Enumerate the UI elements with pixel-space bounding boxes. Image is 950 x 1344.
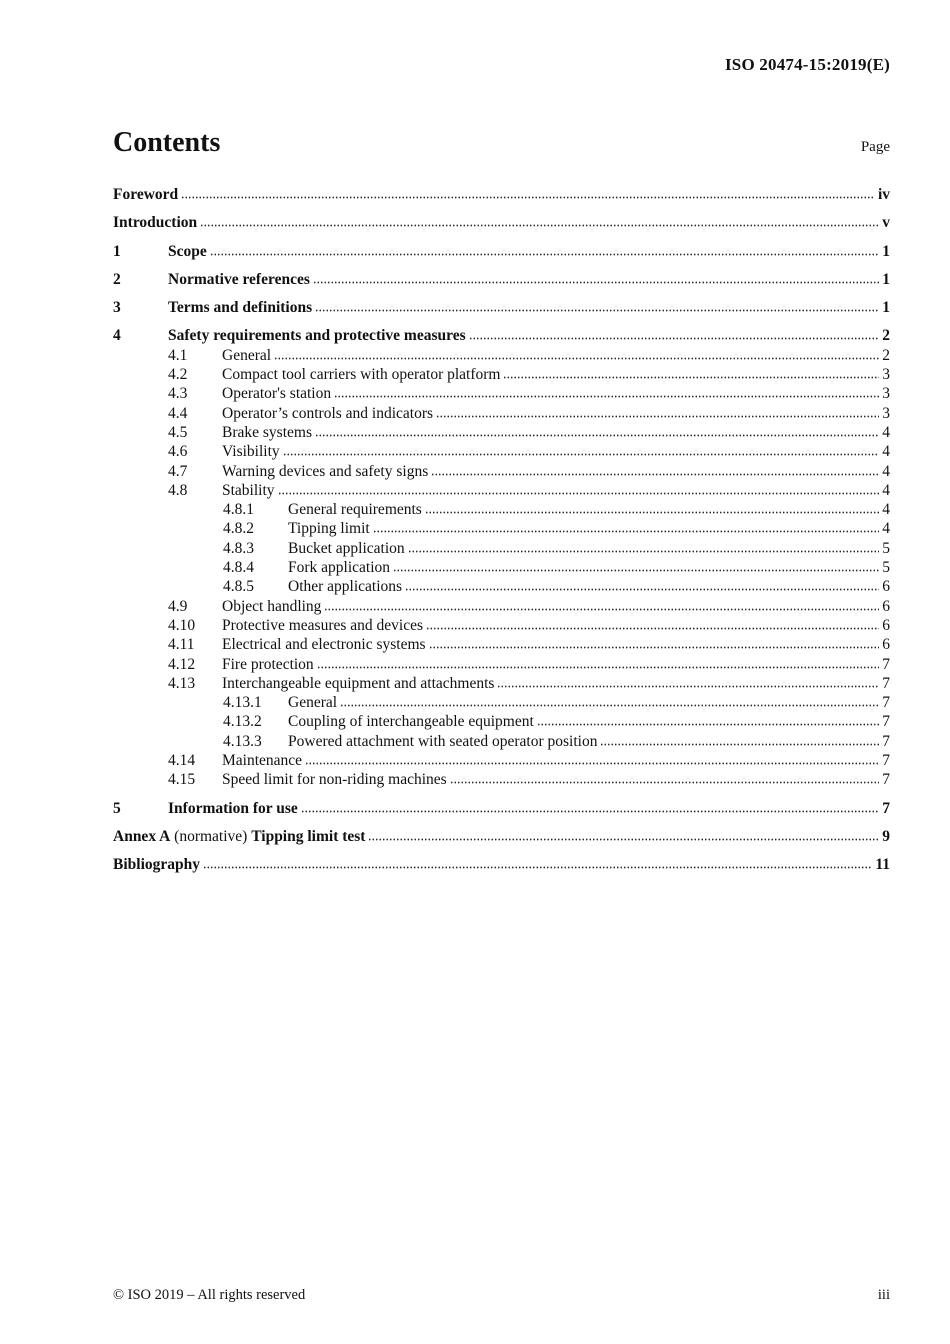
document-reference: ISO 20474-15:2019(E) xyxy=(724,55,890,74)
toc-entry xyxy=(113,500,890,519)
toc-entry-page: 5 xyxy=(882,559,890,577)
toc-entry-page: 1 xyxy=(882,242,890,260)
toc-entry-page: 2 xyxy=(882,327,890,345)
toc-entry-number: 4.12 xyxy=(168,655,196,673)
toc-entry-title: Information for use xyxy=(168,799,298,817)
toc-entry-number: 4.3 xyxy=(168,385,188,403)
toc-entry-title: Other applications xyxy=(288,578,403,596)
dot-leader xyxy=(429,645,880,649)
toc-entry xyxy=(113,462,890,481)
toc-entry-title xyxy=(113,827,365,846)
toc-entry-page: 3 xyxy=(882,366,890,384)
toc-entry-page: 6 xyxy=(882,616,890,634)
toc-entry-title: Operator’s controls and indicators xyxy=(222,404,434,422)
toc-entry-title-part: Annex A xyxy=(113,827,171,845)
toc-entry-title: Powered attachment with seated operator position xyxy=(288,732,598,750)
toc-list xyxy=(113,185,890,875)
toc-entry-number: 4.6 xyxy=(168,443,188,461)
toc-entry-page: 7 xyxy=(882,799,890,817)
dot-leader xyxy=(315,433,879,437)
dot-leader xyxy=(181,195,875,199)
dot-leader xyxy=(305,761,879,765)
toc-entry-page: 6 xyxy=(882,636,890,654)
toc-entry-title: Electrical and electronic systems xyxy=(222,636,426,654)
toc-entry xyxy=(113,519,890,538)
toc-entry-number: 4.8.3 xyxy=(223,539,254,557)
toc-entry xyxy=(113,423,890,442)
toc-entry xyxy=(113,481,890,500)
dot-leader xyxy=(426,626,879,630)
toc-entry-title: General xyxy=(288,694,338,712)
toc-entry xyxy=(113,616,890,635)
toc-entry-number: 4 xyxy=(113,327,121,345)
toc-entry-title: Introduction xyxy=(113,214,198,232)
toc-entry-number: 4.13.1 xyxy=(223,694,262,712)
toc-entry-number: 4.1 xyxy=(168,346,188,364)
dot-leader xyxy=(301,809,880,813)
toc-entry-title: Tipping limit xyxy=(288,520,370,538)
toc-entry-title: Terms and definitions xyxy=(168,299,313,317)
toc-entry-page: 7 xyxy=(882,732,890,750)
toc-entry-number: 4.7 xyxy=(168,462,188,480)
toc-entry-title: Interchangeable equipment and attachments xyxy=(222,674,495,692)
toc-entry-title: Safety requirements and protective measures xyxy=(168,327,466,345)
dot-leader xyxy=(283,452,880,456)
dot-leader xyxy=(340,703,879,707)
toc-entry xyxy=(113,655,890,674)
dot-leader xyxy=(408,549,880,553)
toc-entry xyxy=(113,404,890,423)
toc-entry-number: 4.2 xyxy=(168,366,188,384)
toc-entry-page: 3 xyxy=(882,404,890,422)
dot-leader xyxy=(503,375,879,379)
dot-leader xyxy=(317,665,880,669)
toc-entry-page: 7 xyxy=(882,694,890,712)
toc-entry xyxy=(113,539,890,558)
toc-entry xyxy=(113,298,890,317)
toc-entry-number: 4.8.4 xyxy=(223,559,254,577)
toc-entry-title: Coupling of interchangeable equipment xyxy=(288,713,534,731)
dot-leader xyxy=(274,356,879,360)
toc-entry-number: 4.9 xyxy=(168,597,188,615)
dot-leader xyxy=(200,223,879,227)
toc-entry xyxy=(113,751,890,770)
toc-entry-number: 4.15 xyxy=(168,771,196,789)
toc-entry-title: Warning devices and safety signs xyxy=(222,462,429,480)
toc-entry xyxy=(113,855,890,874)
toc-entry-number: 2 xyxy=(113,270,121,288)
toc-entry-page: 4 xyxy=(882,481,890,499)
dot-leader xyxy=(203,865,872,869)
contents-title: Contents xyxy=(113,127,221,158)
toc-entry-title: Object handling xyxy=(222,597,322,615)
dot-leader xyxy=(315,308,879,312)
toc-titlebar xyxy=(113,127,890,159)
toc-entry-title: Fire protection xyxy=(222,655,314,673)
toc-entry-title: Stability xyxy=(222,481,275,499)
document-header xyxy=(113,55,890,75)
toc-entry-page: 7 xyxy=(882,655,890,673)
toc-entry-number: 4.14 xyxy=(168,752,196,770)
toc-entry-title: General xyxy=(222,346,272,364)
toc-entry xyxy=(113,827,890,846)
toc-entry-page: 6 xyxy=(882,578,890,596)
toc-entry-page: v xyxy=(882,214,890,232)
dot-leader xyxy=(425,510,879,514)
toc-entry-title: Fork application xyxy=(288,559,391,577)
dot-leader xyxy=(469,336,880,340)
toc-entry-number: 4.13.3 xyxy=(223,732,262,750)
dot-leader xyxy=(334,394,879,398)
toc-entry xyxy=(113,442,890,461)
toc-entry xyxy=(113,270,890,289)
toc-entry-title: General requirements xyxy=(288,501,422,519)
dot-leader xyxy=(436,414,879,418)
toc-entry-page: 11 xyxy=(875,856,890,874)
toc-entry-page: 6 xyxy=(882,597,890,615)
toc-entry-number: 5 xyxy=(113,799,121,817)
toc-entry xyxy=(113,597,890,616)
toc-entry-page: 7 xyxy=(882,771,890,789)
toc-entry xyxy=(113,770,890,789)
toc-entry-page: 7 xyxy=(882,713,890,731)
toc-entry-number: 1 xyxy=(113,242,121,260)
dot-leader xyxy=(393,568,879,572)
toc-entry xyxy=(113,674,890,693)
toc-entry-page: 4 xyxy=(882,462,890,480)
dot-leader xyxy=(600,742,879,746)
toc-entry xyxy=(113,213,890,232)
toc-entry-title: Visibility xyxy=(222,443,280,461)
dot-leader xyxy=(324,607,879,611)
toc-entry-number: 4.13 xyxy=(168,674,196,692)
toc-entry-page: 4 xyxy=(882,501,890,519)
toc-entry-page: 1 xyxy=(882,270,890,288)
toc-entry xyxy=(113,712,890,731)
toc-entry xyxy=(113,365,890,384)
toc-entry-title: Operator's station xyxy=(222,385,332,403)
toc-entry-title: Brake systems xyxy=(222,423,312,441)
copyright-notice: © ISO 2019 – All rights reserved xyxy=(113,1287,306,1303)
dot-leader xyxy=(537,722,879,726)
toc-entry-title: Protective measures and devices xyxy=(222,616,423,634)
toc-entry-title: Foreword xyxy=(113,186,179,203)
toc-entry-page: 2 xyxy=(882,346,890,364)
toc-entry-page: 5 xyxy=(882,539,890,557)
dot-leader xyxy=(450,780,880,784)
toc-entry-title: Bibliography xyxy=(113,856,200,874)
toc-entry-title: Maintenance xyxy=(222,752,303,770)
toc-entry xyxy=(113,577,890,596)
toc-entry-title: Normative references xyxy=(168,270,310,288)
folio-page-number: iii xyxy=(877,1287,890,1303)
toc-entry-title: Speed limit for non-riding machines xyxy=(222,771,447,789)
toc-entry-page: 7 xyxy=(882,752,890,770)
page-column-label: Page xyxy=(860,139,890,155)
toc-entry-number: 4.8.1 xyxy=(223,501,254,519)
toc-entry-page: iv xyxy=(877,186,890,203)
toc-entry-page: 1 xyxy=(882,299,890,317)
toc-entry-number: 4.8.2 xyxy=(223,520,254,538)
toc-entry-title-part: (normative) xyxy=(170,827,252,845)
dot-leader xyxy=(313,280,879,284)
toc-entry xyxy=(113,732,890,751)
toc-entry-number: 4.8.5 xyxy=(223,578,254,596)
dot-leader xyxy=(373,529,880,533)
toc-entry-page: 4 xyxy=(882,520,890,538)
toc-entry xyxy=(113,326,890,345)
toc-entry-number: 3 xyxy=(113,299,121,317)
dot-leader xyxy=(431,472,879,476)
toc-entry-page: 4 xyxy=(882,443,890,461)
toc-entry xyxy=(113,242,890,261)
toc-entry-title: Scope xyxy=(168,242,207,260)
toc-entry xyxy=(113,384,890,403)
dot-leader xyxy=(210,252,880,256)
toc-entry-page: 3 xyxy=(882,385,890,403)
toc-entry-title: Bucket application xyxy=(288,539,405,557)
toc-entry xyxy=(113,346,890,365)
toc-entry-title: Compact tool carriers with operator platform xyxy=(222,366,501,384)
toc-entry-number: 4.10 xyxy=(168,616,196,634)
toc-entry-number: 4.4 xyxy=(168,404,188,422)
toc-entry-number: 4.8 xyxy=(168,481,188,499)
toc-entry-page: 4 xyxy=(882,423,890,441)
dot-leader xyxy=(405,587,879,591)
toc-entry-title-part: Tipping limit test xyxy=(251,827,366,845)
toc-entry-page: 9 xyxy=(882,827,890,845)
dot-leader xyxy=(278,491,880,495)
toc-entry-number: 4.5 xyxy=(168,423,188,441)
toc-entry xyxy=(113,558,890,577)
dot-leader xyxy=(368,837,879,841)
toc-entry-number: 4.11 xyxy=(168,636,195,654)
toc-entry-number: 4.13.2 xyxy=(223,713,262,731)
toc-entry xyxy=(113,635,890,654)
toc-entry xyxy=(113,799,890,818)
toc-entry xyxy=(113,185,890,204)
toc-entry xyxy=(113,693,890,712)
dot-leader xyxy=(497,684,879,688)
page-footer xyxy=(113,1287,890,1304)
toc-entry-page: 7 xyxy=(882,674,890,692)
